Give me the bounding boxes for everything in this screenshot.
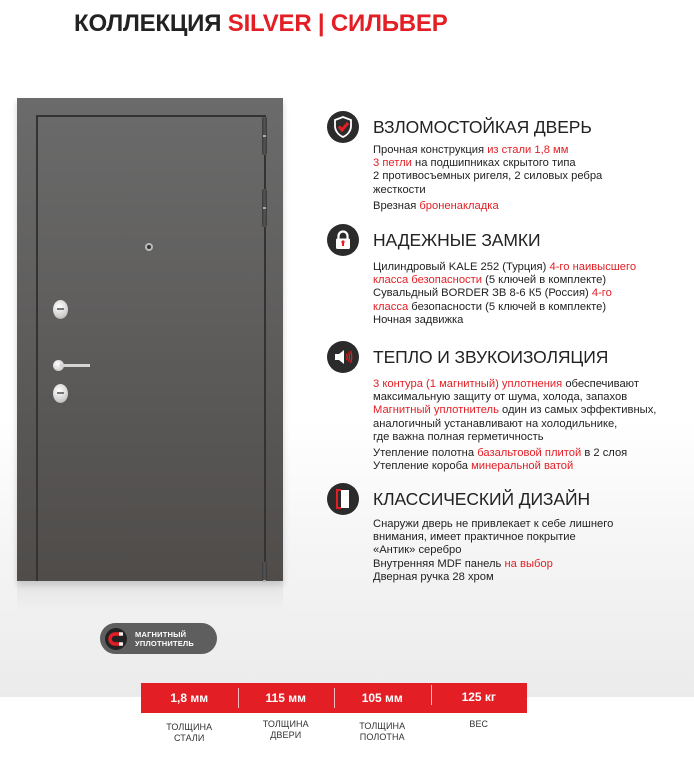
door-image xyxy=(17,98,283,581)
stat-label-weight: ВЕС xyxy=(469,719,489,729)
feature-line: «Антик» серебро xyxy=(373,544,462,557)
feature-line: Цилиндровый KALE 252 (Турция) 4-го наивысшего xyxy=(373,261,637,273)
feature-heading: НАДЕЖНЫЕ ЗАМКИ xyxy=(373,230,541,250)
hinge-top xyxy=(262,117,267,155)
peephole-icon xyxy=(145,243,153,251)
feature-line: Магнитный уплотнитель один из самых эффективных, xyxy=(373,404,657,417)
door-panel-outline xyxy=(36,115,266,581)
padlock-icon xyxy=(327,224,359,256)
feature-heading: ВЗЛОМОСТОЙКАЯ ДВЕРЬ xyxy=(373,117,592,137)
feature-line: Утепление короба минеральной ватой xyxy=(373,460,574,473)
magnetic-seal-badge xyxy=(100,623,217,654)
specs-bar xyxy=(141,683,527,713)
badge-line-1: МАГНИТНЫЙ xyxy=(135,629,187,639)
feature-line: Сувальдный BORDER ЗВ 8-6 К5 (Россия) 4-го xyxy=(373,287,612,300)
stat-label-door: ТОЛЩИНА ДВЕРИ xyxy=(262,719,309,740)
stat-weight: 125 кг xyxy=(431,680,528,713)
stat-leaf-thickness: 105 мм xyxy=(334,683,431,713)
upper-lock-icon xyxy=(53,300,68,319)
feature-line: класса безопасности (5 ключей в комплекте) xyxy=(373,274,607,287)
feature-heading: КЛАССИЧЕСКИЙ ДИЗАЙН xyxy=(373,489,590,509)
shield-check-icon xyxy=(327,111,359,143)
title-accent: SILVER | СИЛЬВЕР xyxy=(227,10,448,37)
feature-line: аналогичный устанавливают на холодильнике, xyxy=(373,417,618,430)
speaker-icon xyxy=(327,341,359,373)
badge-line-2: УПЛОТНИТЕЛЬ xyxy=(135,638,194,648)
title-prefix: КОЛЛЕКЦИЯ xyxy=(74,10,228,37)
feature-line: где важна полная герметичность xyxy=(373,430,544,443)
stat-label-leaf: ТОЛЩИНА ПОЛОТНА xyxy=(359,721,406,742)
feature-line: Дверная ручка 28 хром xyxy=(373,570,494,583)
specs-labels xyxy=(141,719,527,744)
feature-line: Снаружи дверь не привлекает к себе лишнего xyxy=(373,518,614,530)
stat-label-steel: ТОЛЩИНА СТАЛИ xyxy=(166,722,213,743)
feature-line: Внутренняя MDF панель на выбор xyxy=(373,557,553,570)
feature-line: Врезная броненакладка xyxy=(373,199,499,212)
stat-steel-thickness: 1,8 мм xyxy=(170,691,209,705)
page-title xyxy=(74,10,448,38)
hinge-middle xyxy=(262,189,267,227)
lower-lock-icon xyxy=(53,384,68,403)
feature-line: 3 петли на подшипниках скрытого типа xyxy=(373,157,576,170)
feature-line: Прочная конструкция из стали 1,8 мм xyxy=(373,144,569,156)
feature-line: Утепление полотна базальтовой плитой в 2 слоя xyxy=(373,447,628,460)
stat-door-thickness: 115 мм xyxy=(238,683,335,713)
feature-heading: ТЕПЛО И ЗВУКОИЗОЛЯЦИЯ xyxy=(373,347,609,367)
feature-line: Ночная задвижка xyxy=(373,313,464,326)
door-icon xyxy=(327,483,359,515)
feature-line: класса безопасности (5 ключей в комплекте) xyxy=(373,300,607,313)
door-reflection xyxy=(17,581,283,611)
door-handle-lever xyxy=(60,364,90,367)
hinge-bottom xyxy=(262,562,267,581)
feature-line: внимания, имеет практичное покрытие xyxy=(373,531,576,544)
feature-line: максимальную защиту от шума, холода, запахов xyxy=(373,391,628,404)
feature-line: 2 противосъемных ригеля, 2 силовых ребра xyxy=(373,170,603,183)
magnet-icon xyxy=(105,628,127,650)
feature-line: 3 контура (1 магнитный) уплотнения обеспечивают xyxy=(373,378,639,390)
feature-line: жесткости xyxy=(373,183,426,196)
